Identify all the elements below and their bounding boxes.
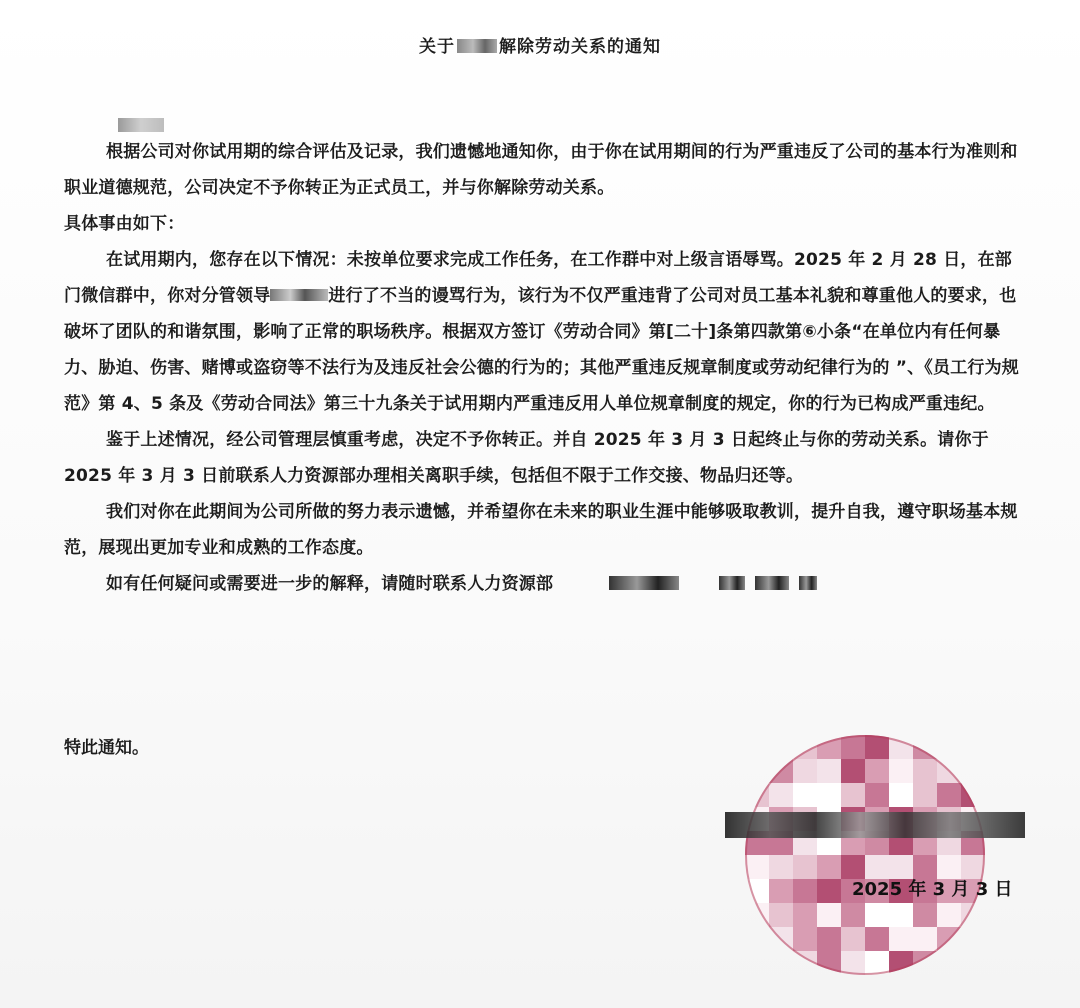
seal-mosaic-cell	[961, 951, 985, 975]
reasons-part-a: 在试用期内，您存在以下情况：未按单位要求完成工作任务，在工作群中对上级言语辱骂。2025 年 2 月 28 日，在部门微信群中，你对分管领导	[64, 250, 1012, 306]
seal-mosaic-cell	[745, 951, 769, 975]
paragraph-heading: 具体事由如下：	[64, 214, 185, 234]
redacted-contact	[567, 567, 827, 603]
paragraph-decision: 根据公司对你试用期的综合评估及记录，我们遗憾地通知你，由于你在试用期间的行为严重违反了公司的基本行为准则和职业道德规范，公司决定不予你转正为正式员工，并与你解除劳动关系。	[64, 142, 1018, 198]
contact-text: 如有任何疑问或需要进一步的解释，请随时联系人力资源部	[106, 574, 554, 594]
document-title	[0, 32, 1080, 57]
paragraph-regret: 我们对你在此期间为公司所做的努力表示遗憾，并希望你在未来的职业生涯中能够吸取教训，提升自我，遵守职场基本规范，展现出更加专业和成熟的工作态度。	[64, 502, 1018, 558]
seal-ring	[745, 735, 985, 975]
seal-mosaic-cell	[961, 759, 985, 783]
seal-mosaic-cell	[745, 759, 769, 783]
seal-mosaic-cell	[961, 735, 985, 759]
closing-text: 特此通知。	[64, 738, 149, 758]
seal-mosaic-cell	[745, 735, 769, 759]
seal-mosaic-cell	[769, 735, 793, 759]
redacted-name	[457, 39, 497, 53]
paragraph-termination: 鉴于上述情况，经公司管理层慎重考虑，决定不予你转正。并自 2025 年 3 月 3 日起终止与你的劳动关系。请你于 2025 年 3 月 3 日前联系人力资源部办理相关离职手续，包括但不限于工作交接、物品归还等。	[64, 430, 989, 486]
document-date: 2025 年 3 月 3 日	[852, 879, 1013, 900]
redacted-company-name	[725, 812, 1025, 838]
reasons-part-b: 进行了不当的谩骂行为，该行为不仅严重违背了公司对员工基本礼貌和尊重他人的要求，也破坏了团队的和谐氛围，影响了正常的职场秩序。根据双方签订《劳动合同》第[二十]条第四款第⑥小条“在单位内有任何暴力、胁迫、伤害、赌博或盗窃等不法行为及违反社会公德的行为的；其他严重违反规章制度或劳动纪律行为的 ”、《员工行为规范》第 4、5 条及《劳动合同法》第三十九条关于试用期内严重违反用人单位规章制度的规定，你的行为已构成严重违纪。	[64, 286, 1019, 414]
paragraph-contact	[64, 566, 1024, 603]
document-body	[64, 134, 1024, 603]
title-suffix: 解除劳动关系的通知	[499, 37, 661, 57]
seal-mosaic-cell	[937, 951, 961, 975]
seal-mosaic-cell	[745, 927, 769, 951]
seal-mosaic-cell	[769, 951, 793, 975]
redacted-salutation	[118, 118, 164, 132]
title-prefix: 关于	[419, 37, 455, 57]
seal-mosaic-cell	[961, 927, 985, 951]
redacted-leader-name	[270, 289, 328, 301]
paragraph-reasons	[64, 242, 1024, 422]
seal-mosaic-cell	[937, 735, 961, 759]
